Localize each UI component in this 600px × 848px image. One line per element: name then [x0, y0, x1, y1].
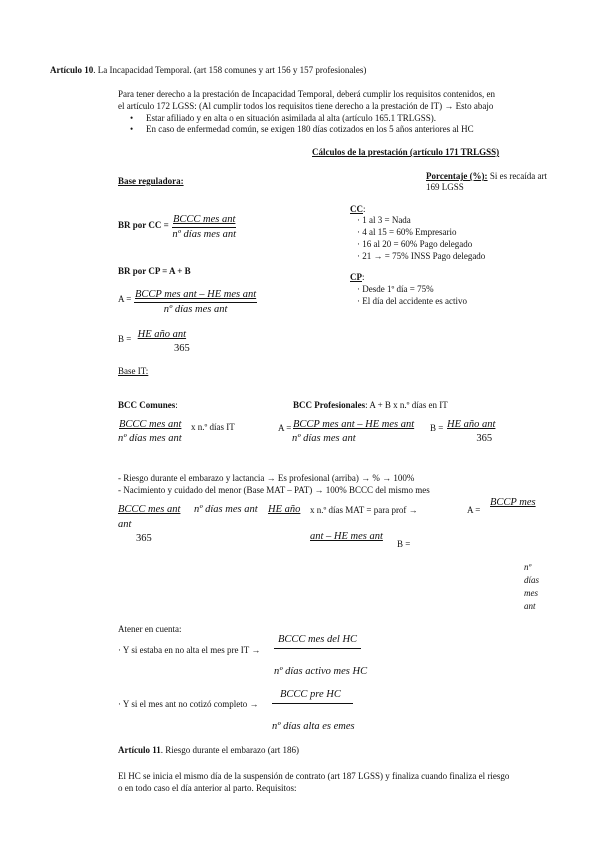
porcentaje-note: Si es recaída art — [489, 171, 548, 181]
prof-a-label: A = — [278, 423, 292, 433]
no-cotizo-denominator: nº días alta es emes — [272, 721, 355, 732]
nacimiento-bccp: BCCP mes — [490, 497, 536, 508]
nacimiento-multiplier: x n.º días MAT = para prof → — [310, 505, 418, 515]
br-cp-label: BR por CP = A + B — [118, 266, 191, 276]
article-11-line-2: o en todo caso el día anterior al parto. Requisitos: — [118, 783, 297, 793]
nacimiento-a-label: A = — [467, 505, 481, 515]
cc-label: CC — [350, 204, 363, 214]
no-cotizo-line: · Y si el mes ant no cotizó completo → — [118, 699, 259, 709]
cc-item: · 16 al 20 = 60% Pago delegado — [357, 239, 473, 249]
br-cc-denominator: nº días mes ant — [172, 229, 237, 241]
cp-item: · Desde 1º día = 75% — [357, 284, 434, 294]
base-reguladora-heading: Base reguladora: — [118, 176, 184, 186]
prof-b-label: B = — [430, 423, 444, 433]
nacimiento-line: - Nacimiento y cuidado del menor (Base MAT – PAT) → 100% BCCC del mismo mes — [118, 485, 430, 495]
nacimiento-vertical-denominator — [524, 561, 539, 613]
porcentaje-label: Porcentaje (%): — [426, 171, 488, 181]
nacimiento-ant: ant — [118, 519, 132, 530]
no-alta-numerator: BCCC mes del HC — [274, 634, 361, 649]
prof-b-fraction — [446, 419, 496, 445]
riesgo-line: - Riesgo durante el embarazo y lactancia → Es profesional (arriba) → % → 100% — [118, 473, 415, 483]
a-denominator: nº días mes ant — [163, 304, 228, 316]
a-fraction — [134, 289, 257, 316]
bcc-profesionales-formula: : A + B x n.º días en IT — [365, 400, 448, 410]
comunes-fraction — [118, 419, 182, 445]
nacimiento-mid: nº días mes ant — [194, 504, 258, 515]
nacimiento-subtract: ant – HE mes ant — [310, 531, 383, 542]
b-numerator: HE año ant — [137, 329, 187, 340]
comunes-numerator: BCCC mes ant — [119, 419, 182, 430]
bcc-comunes-colon: : — [175, 400, 178, 410]
porcentaje-note-line-2: 169 LGSS — [426, 182, 464, 192]
article-11-line-1: El HC se inicia el mismo día de la suspensión de contrato (art 187 LGSS) y finaliza cuando finaliza el riesgo — [118, 771, 510, 781]
nacimiento-he: HE año — [268, 504, 301, 515]
cc-item: · 4 al 15 = 60% Empresario — [357, 227, 457, 237]
article-11-heading — [118, 745, 299, 756]
br-cc-label: BR por CC = — [118, 220, 169, 230]
bcc-profesionales-heading — [293, 400, 448, 411]
a-label: A = — [118, 294, 132, 304]
bcc-comunes-heading — [118, 400, 178, 411]
no-alta-denominator: nº días activo mes HC — [274, 666, 368, 677]
cc-colon: : — [363, 204, 366, 214]
requirement-item: • Estar afiliado y en alta o en situación asimilada al alta (artículo 165.1 TRLGSS). — [118, 113, 474, 124]
comunes-multiplier: x n.º días IT — [191, 422, 235, 432]
vertical-word: mes — [524, 588, 538, 599]
br-cc-fraction — [172, 214, 236, 241]
article-10-heading — [50, 65, 366, 76]
article-10-title: . La Incapacidad Temporal. (art 158 comunes y art 156 y 157 profesionales) — [93, 65, 367, 75]
nacimiento-365: 365 — [136, 533, 152, 544]
prof-b-numerator: HE año ant — [447, 419, 496, 430]
b-fraction — [134, 329, 190, 355]
cc-item: · 21 → = 75% INSS Pago delegado — [357, 251, 486, 261]
b-label: B = — [118, 334, 132, 344]
requirement-item: • En caso de enfermedad común, se exigen 180 días cotizados en los 5 años anteriores al HC — [118, 124, 474, 135]
porcentaje-heading — [426, 171, 547, 182]
atener-heading: Atener en cuenta: — [118, 624, 182, 634]
vertical-word: nº — [524, 562, 532, 572]
intro-line-1: Para tener derecho a la prestación de Incapacidad Temporal, deberá cumplir los requisitos contenidos, en — [118, 89, 496, 99]
vertical-word: ant — [524, 601, 536, 612]
b-denominator: 365 — [174, 343, 190, 355]
cp-item: · El día del accidente es activo — [357, 296, 467, 306]
prof-a-numerator: BCCP mes ant – HE mes ant — [293, 419, 415, 430]
article-11-label: Artículo 11 — [118, 745, 161, 755]
nacimiento-b-label: B = — [397, 539, 411, 549]
prof-a-fraction — [292, 419, 415, 445]
no-cotizo-numerator: BCCC pre HC — [272, 689, 353, 704]
comunes-denominator: nº días mes ant — [118, 433, 182, 445]
nacimiento-numerator: BCCC mes ant — [118, 504, 181, 515]
cp-colon: : — [362, 272, 365, 282]
br-cc-numerator: BCCC mes ant — [172, 214, 236, 228]
a-numerator: BCCP mes ant – HE mes ant — [134, 289, 257, 303]
bcc-profesionales-label: BCC Profesionales — [293, 400, 366, 410]
article-11-title: . Riesgo durante el embarazo (art 186) — [160, 745, 299, 755]
cp-label: CP — [350, 272, 362, 282]
prof-a-denominator: nº días mes ant — [292, 433, 356, 445]
requirements-list — [118, 113, 474, 136]
vertical-word: días — [524, 575, 540, 586]
base-it-heading: Base IT: — [118, 366, 149, 376]
cc-heading — [350, 204, 366, 215]
article-10-label: Artículo 10 — [50, 65, 94, 75]
cc-item: · 1 al 3 = Nada — [357, 215, 411, 225]
cp-heading — [350, 272, 365, 283]
no-alta-line: · Y si estaba en no alta el mes pre IT → — [118, 645, 261, 655]
calculos-title: Cálculos de la prestación (artículo 171 TRLGSS) — [312, 147, 500, 157]
bcc-comunes-label: BCC Comunes — [118, 400, 176, 410]
prof-b-denominator: 365 — [476, 433, 493, 445]
intro-line-2: el artículo 172 LGSS: (Al cumplir todos los requisitos tiene derecho a la prestación de IT) → Esto abajo — [118, 101, 494, 111]
